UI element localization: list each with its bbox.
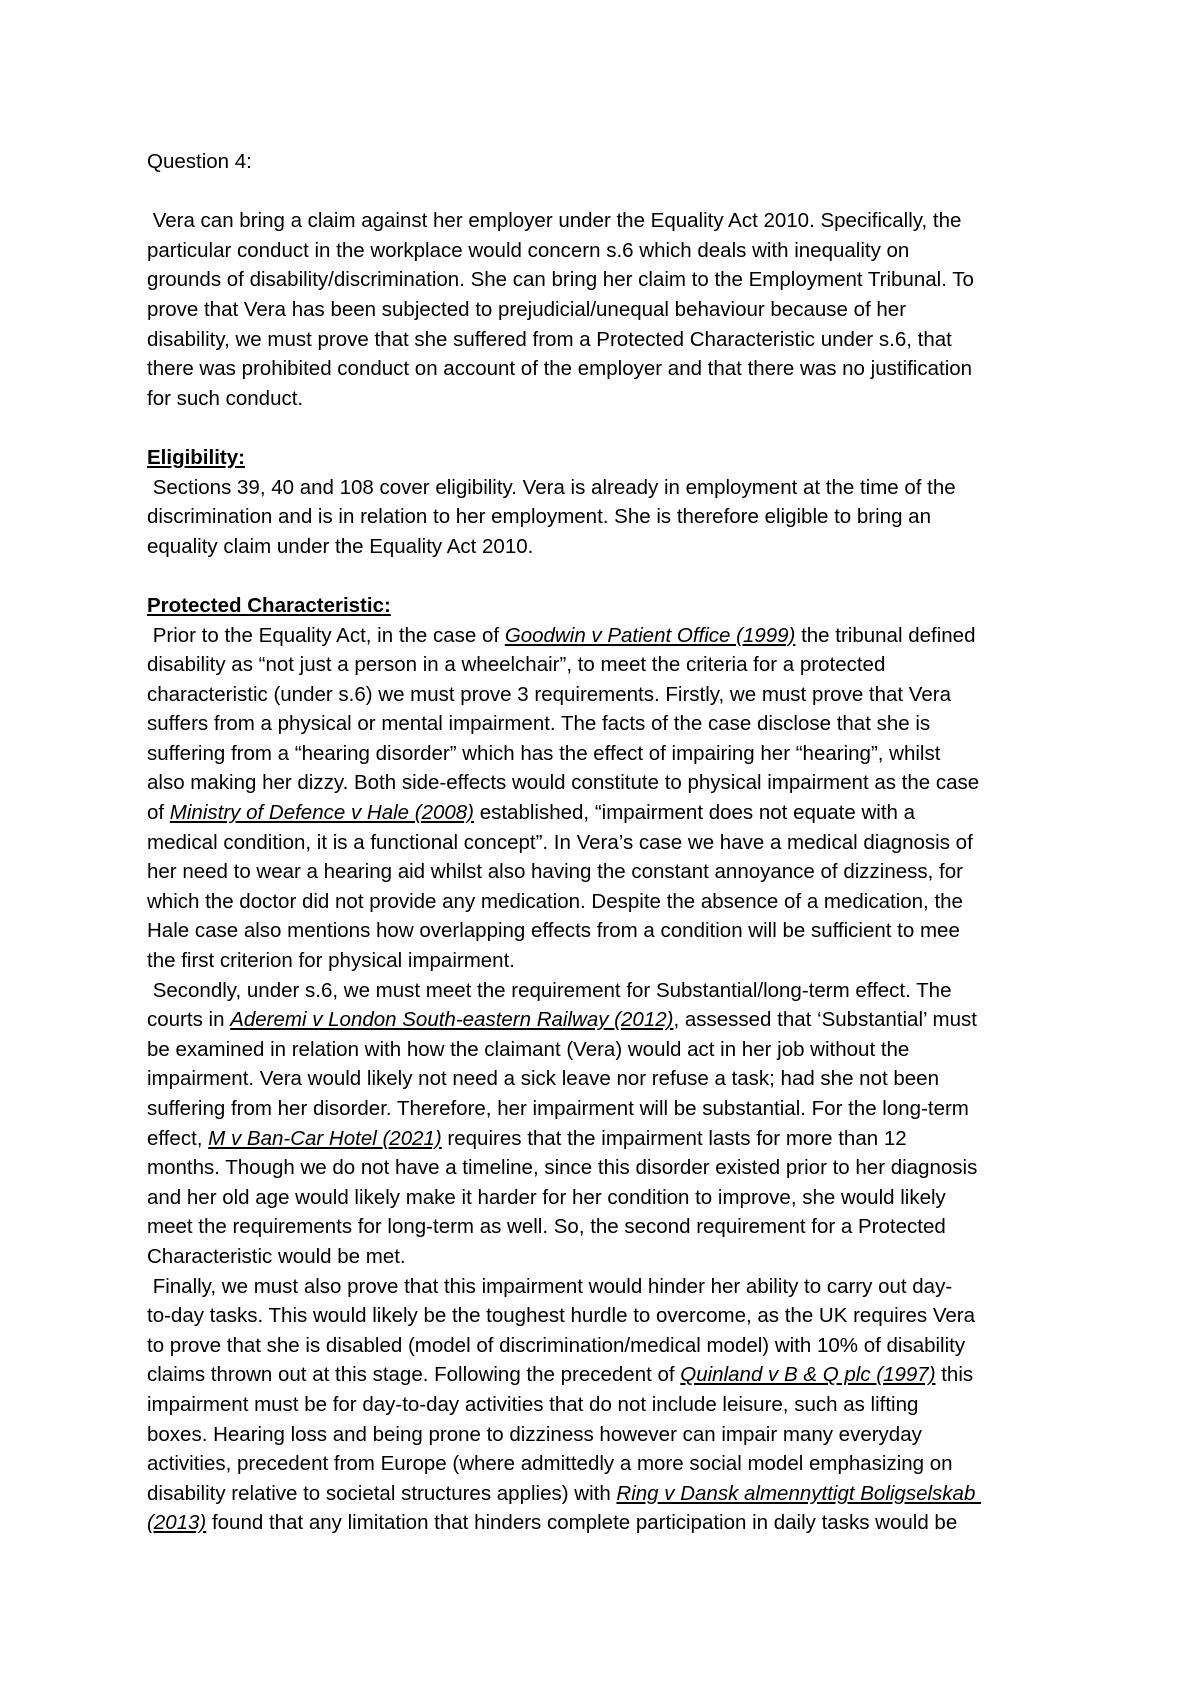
- eligibility-line: Sections 39, 40 and 108 cover eligibility. Vera is already in employment at the time of the: [147, 475, 956, 499]
- body-line: be examined in relation with how the claimant (Vera) would act in her job without the: [147, 1037, 910, 1061]
- text-run: claims thrown out at this stage. Following the precedent of: [147, 1363, 681, 1387]
- case-citation-goodwin: Goodwin v Patient Office (1999): [504, 623, 796, 647]
- eligibility-heading: Eligibility:: [147, 445, 245, 469]
- document-page: [147, 147, 1077, 1538]
- intro-line: prove that Vera has been subjected to prejudicial/unequal behaviour because of her: [147, 297, 907, 321]
- intro-line: for such conduct.: [147, 386, 304, 410]
- body-line: impairment. Vera would likely not need a sick leave nor refuse a task; had she not been: [147, 1067, 939, 1091]
- paragraph-gap: [147, 413, 1077, 443]
- body-line: and her old age would likely make it harder for her condition to improve, she would likely: [147, 1185, 946, 1209]
- eligibility-line: discrimination and is in relation to her employment. She is therefore eligible to bring an: [147, 505, 931, 529]
- body-line: [147, 1508, 1077, 1538]
- body-line: her need to wear a hearing aid whilst also having the constant annoyance of dizziness, for: [147, 860, 963, 884]
- eligibility-line: equality claim under the Equality Act 2010.: [147, 534, 534, 558]
- body-line: [147, 1479, 1077, 1509]
- body-line: also making her dizzy. Both side-effects would constitute to physical impairment as the case: [147, 771, 980, 795]
- body-line: which the doctor did not provide any medication. Despite the absence of a medication, the: [147, 889, 963, 913]
- case-citation-hale: Ministry of Defence v Hale (2008): [169, 801, 475, 825]
- protected-characteristic-heading: Protected Characteristic:: [147, 593, 391, 617]
- text-run: established, “impairment does not equate with a: [474, 801, 916, 825]
- body-line: impairment must be for day-to-day activities that do not include leisure, such as lifting: [147, 1392, 919, 1416]
- paragraph-gap: [147, 561, 1077, 591]
- intro-line: there was prohibited conduct on account of the employer and that there was no justification: [147, 357, 973, 381]
- protected-paragraph-1: [147, 621, 1077, 976]
- text-run: this: [935, 1363, 974, 1387]
- body-line: Secondly, under s.6, we must meet the requirement for Substantial/long-term effect. The: [147, 978, 952, 1002]
- protected-paragraph-3: [147, 1272, 1077, 1538]
- body-line: suffers from a physical or mental impairment. The facts of the case disclose that she is: [147, 712, 931, 736]
- case-citation-ring-year: (2013): [147, 1511, 207, 1535]
- body-line: boxes. Hearing loss and being prone to dizziness however can impair many everyday: [147, 1422, 922, 1446]
- body-line: to-day tasks. This would likely be the toughest hurdle to overcome, as the UK requires Vera: [147, 1304, 976, 1328]
- text-run: the tribunal defined: [795, 623, 976, 647]
- body-line: [147, 798, 1077, 828]
- body-line: Hale case also mentions how overlapping effects from a condition will be sufficient to mee: [147, 919, 960, 943]
- body-line: Finally, we must also prove that this impairment would hinder her ability to carry out day-: [147, 1274, 953, 1298]
- body-line: medical condition, it is a functional concept”. In Vera’s case we have a medical diagnosis of: [147, 830, 973, 854]
- text-run: , assessed that ‘Substantial’ must: [673, 1008, 977, 1032]
- case-citation-quinland: Quinland v B & Q plc (1997): [680, 1363, 936, 1387]
- body-line: [147, 621, 1077, 651]
- intro-line: Vera can bring a claim against her employer under the Equality Act 2010. Specifically, the: [147, 209, 962, 233]
- body-line: [147, 1360, 1077, 1390]
- text-run: requires that the impairment lasts for more than 12: [441, 1126, 907, 1150]
- case-citation-ban-car: M v Ban-Car Hotel (2021): [208, 1126, 442, 1150]
- case-citation-aderemi: Aderemi v London South-eastern Railway (2012): [230, 1008, 674, 1032]
- case-citation-ring: Ring v Dansk almennyttigt Boligselskab: [616, 1481, 982, 1505]
- text-run: courts in: [147, 1008, 231, 1032]
- body-line: suffering from her disorder. Therefore, her impairment will be substantial. For the long-term: [147, 1097, 969, 1120]
- body-line: characteristic (under s.6) we must prove 3 requirements. Firstly, we must prove that Vera: [147, 682, 951, 706]
- body-line: suffering from a “hearing disorder” which has the effect of impairing her “hearing”, whilst: [147, 741, 941, 765]
- body-line: disability as “not just a person in a wheelchair”, to meet the criteria for a protected: [147, 653, 886, 677]
- question-title: Question 4:: [147, 150, 252, 173]
- body-line: [147, 1005, 1077, 1035]
- text-run: effect,: [147, 1126, 209, 1150]
- body-line: to prove that she is disabled (model of discrimination/medical model) with 10% of disability: [147, 1333, 966, 1357]
- body-line: months. Though we do not have a timeline, since this disorder existed prior to her diagnosis: [147, 1156, 978, 1180]
- protected-paragraph-2: [147, 976, 1077, 1272]
- eligibility-paragraph: [147, 473, 1077, 562]
- body-line: activities, precedent from Europe (where admittedly a more social model emphasizing on: [147, 1452, 953, 1476]
- text-run: found that any limitation that hinders complete participation in daily tasks would be: [206, 1511, 958, 1535]
- intro-line: disability, we must prove that she suffered from a Protected Characteristic under s.6, that: [147, 327, 952, 351]
- intro-paragraph: [147, 206, 1077, 413]
- body-line: [147, 1124, 1077, 1154]
- intro-line: grounds of disability/discrimination. She can bring her claim to the Employment Tribunal. To: [147, 268, 974, 292]
- intro-line: particular conduct in the workplace would concern s.6 which deals with inequality on: [147, 238, 910, 262]
- text-run: of: [147, 801, 170, 825]
- text-run: disability relative to societal structures applies) with: [147, 1481, 617, 1505]
- body-line: the first criterion for physical impairment.: [147, 949, 515, 973]
- body-line: meet the requirements for long-term as well. So, the second requirement for a Protected: [147, 1215, 946, 1239]
- text-run: Prior to the Equality Act, in the case of: [147, 623, 505, 647]
- body-line: Characteristic would be met.: [147, 1244, 406, 1268]
